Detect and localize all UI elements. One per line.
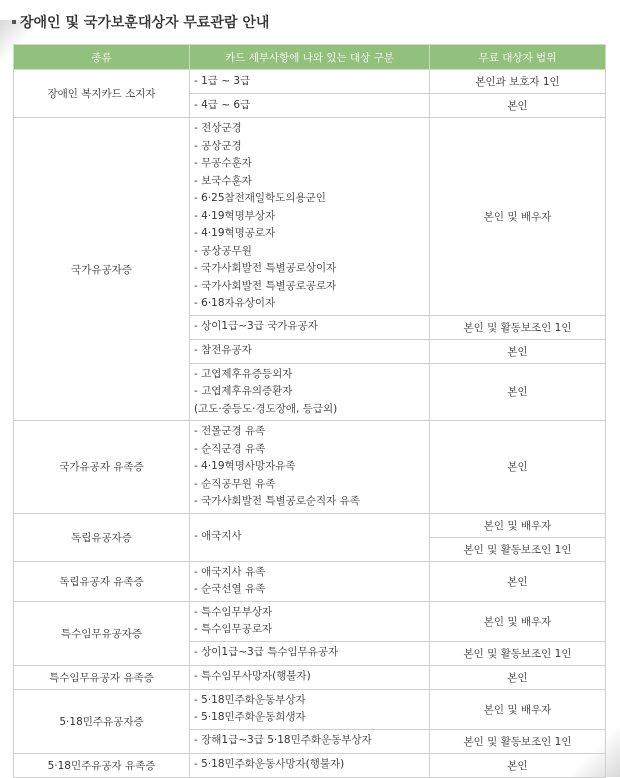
kind-cell: 5·18민주유공자 유족증 — [14, 753, 190, 777]
detail-cell — [190, 753, 430, 777]
detail-item: - 공상공무원 — [194, 244, 252, 257]
header-scope: 무료 대상자 범위 — [430, 45, 606, 70]
header-kind: 종류 — [14, 45, 190, 70]
scope-cell: 본인 및 활동보조인 1인 — [430, 729, 606, 753]
title-bullet-icon — [12, 20, 16, 24]
detail-cell — [190, 339, 430, 363]
table-row — [14, 601, 606, 641]
scope-cell: 본인 — [430, 421, 606, 514]
kind-cell: 독립유공자 유족증 — [14, 561, 190, 601]
detail-item: - 국가사회발전 특별공로상이자 — [194, 262, 337, 274]
scope-cell: 본인 및 활동보조인 1인 — [430, 315, 606, 339]
detail-item: - 참전유공자 — [194, 344, 252, 357]
detail-item: - 5·18민주화운동부상자 — [194, 693, 306, 706]
detail-cell — [190, 641, 430, 665]
detail-item: - 장해1급~3급 5·18민주화운동부상자 — [194, 734, 372, 747]
scope-cell: 본인 — [430, 94, 606, 118]
detail-item: - 4·19혁명부상자 — [194, 209, 276, 222]
detail-cell — [190, 689, 430, 729]
detail-item: - 보국수훈자 — [194, 174, 252, 187]
detail-item: - 상이1급~3급 특수임무유공자 — [194, 646, 339, 659]
scope-cell: 본인과 보호자 1인 — [430, 70, 606, 94]
detail-item: - 공상군경 — [194, 139, 242, 152]
table-row — [14, 689, 606, 729]
detail-item: - 1급 ~ 3급 — [194, 74, 251, 87]
detail-cell — [190, 70, 430, 94]
table-row — [14, 753, 606, 777]
detail-item: - 애국지사 유족 — [194, 565, 266, 578]
scope-cell: 본인 및 활동보조인 1인 — [430, 537, 606, 561]
page-title: 장애인 및 국가보훈대상자 무료관람 안내 — [20, 15, 270, 31]
table-row — [14, 665, 606, 689]
kind-cell: 특수임무유공자증 — [14, 601, 190, 665]
detail-item: - 전상군경 — [194, 122, 242, 134]
scope-cell: 본인 및 배우자 — [430, 513, 606, 537]
detail-item: - 국가사회발전 특별공로공로자 — [194, 279, 337, 292]
scope-cell: 본인 — [430, 339, 606, 363]
detail-item: - 5·18민주화운동희생자 — [194, 711, 306, 723]
detail-cell — [190, 561, 430, 601]
detail-item: - 무공수훈자 — [194, 157, 252, 169]
scope-cell: 본인 — [430, 363, 606, 421]
detail-item: - 순직공무원 유족 — [194, 477, 276, 490]
detail-cell — [190, 315, 430, 339]
detail-item: - 국가사회발전 특별공로순직자 유족 — [194, 495, 360, 507]
kind-cell: 국가유공자 유족증 — [14, 421, 190, 514]
detail-cell — [190, 421, 430, 514]
table-row — [14, 118, 606, 316]
detail-item: - 4·19혁명공로자 — [194, 227, 276, 239]
detail-item: - 6·25참전재일학도의용군인 — [194, 192, 326, 204]
free-admission-table — [13, 44, 606, 778]
detail-item: - 4급 ~ 6급 — [194, 98, 251, 111]
detail-item: (고도·중등도·경도장애, 등급외) — [194, 402, 338, 415]
table-row — [14, 561, 606, 601]
scope-cell: 본인 — [430, 753, 606, 777]
detail-item: - 4·19혁명사망자유족 — [194, 460, 296, 472]
detail-item: - 애국지사 — [194, 530, 242, 543]
kind-cell: 특수임무유공자 유족증 — [14, 665, 190, 689]
scope-cell: 본인 및 배우자 — [430, 601, 606, 641]
detail-item: - 상이1급~3급 국가유공자 — [194, 320, 318, 333]
detail-item: - 순직군경 유족 — [194, 442, 266, 455]
detail-item: - 고엽제후유의증환자 — [194, 385, 293, 397]
detail-item: - 6·18자유상이자 — [194, 297, 276, 309]
table-row — [14, 513, 606, 537]
detail-cell — [190, 118, 430, 316]
kind-cell: 장애인 복지카드 소지자 — [14, 70, 190, 118]
detail-cell — [190, 94, 430, 118]
detail-cell — [190, 601, 430, 641]
detail-item: - 고엽제후유증등외자 — [194, 367, 293, 380]
scope-cell: 본인 — [430, 561, 606, 601]
detail-cell — [190, 513, 430, 561]
scope-cell: 본인 및 배우자 — [430, 689, 606, 729]
scope-cell: 본인 및 활동보조인 1인 — [430, 641, 606, 665]
detail-cell — [190, 729, 430, 753]
table-row — [14, 70, 606, 94]
detail-item: - 순국선열 유족 — [194, 583, 266, 595]
header-detail: 카드 세부사항에 나와 있는 대상 구분 — [190, 45, 430, 70]
scope-cell: 본인 및 배우자 — [430, 118, 606, 316]
table-row — [14, 421, 606, 514]
detail-cell — [190, 665, 430, 689]
kind-cell: 독립유공자증 — [14, 513, 190, 561]
scope-cell: 본인 — [430, 665, 606, 689]
kind-cell: 국가유공자증 — [14, 118, 190, 421]
kind-cell: 5·18민주유공자증 — [14, 689, 190, 753]
detail-item: - 전몰군경 유족 — [194, 425, 266, 437]
detail-cell — [190, 363, 430, 421]
detail-item: - 특수임무사망자(행불자) — [194, 670, 311, 683]
detail-item: - 5·18민주화운동사망자(행불자) — [194, 758, 345, 771]
table-header-row — [14, 45, 606, 70]
detail-item: - 특수임무부상자 — [194, 605, 273, 618]
detail-item: - 특수임무공로자 — [194, 623, 273, 635]
